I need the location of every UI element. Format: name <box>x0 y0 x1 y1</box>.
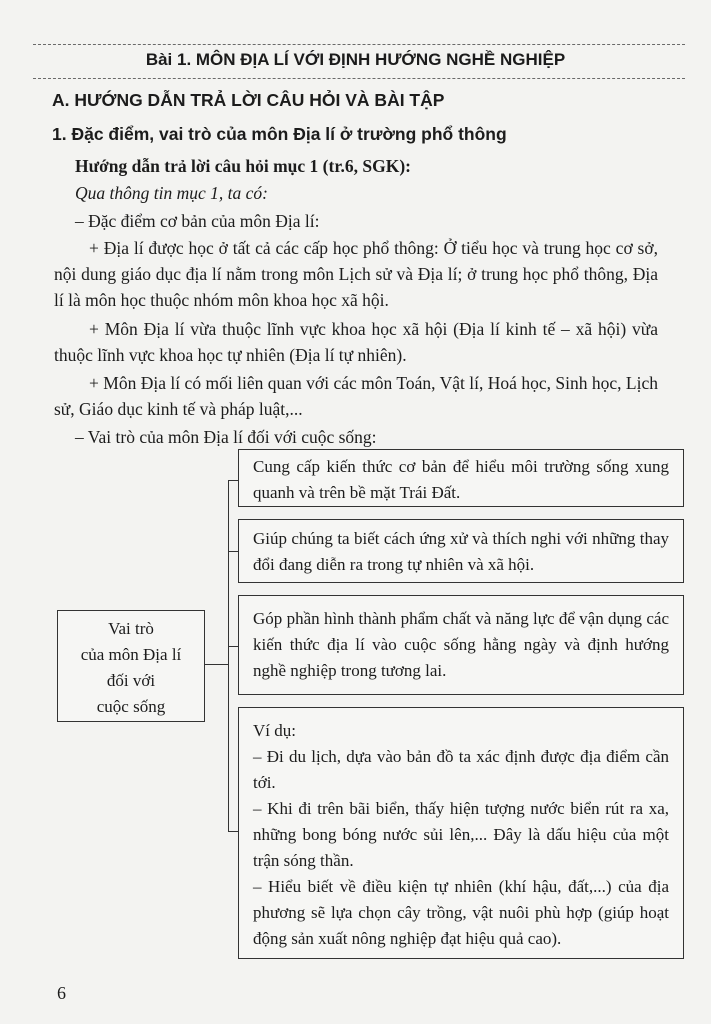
connector-line <box>228 480 238 481</box>
section-heading: A. HƯỚNG DẪN TRẢ LỜI CÂU HỎI VÀ BÀI TẬP <box>52 90 445 110</box>
connector-line <box>228 646 238 647</box>
guide-heading: Hướng dẫn trả lời câu hỏi mục 1 (tr.6, SGK): <box>75 156 411 176</box>
connector-line <box>205 664 228 665</box>
connector-line <box>228 551 238 552</box>
role-text: Giúp chúng ta biết cách ứng xử và thích nghi với những thay đổi đang diễn ra trong tự nhiên và xã hội. <box>253 529 669 574</box>
role-box <box>238 595 684 695</box>
root-line: Vai trò <box>108 619 154 638</box>
example-item: – Hiểu biết về điều kiện tự nhiên (khí hậu, đất,...) của địa phương sẽ lựa chọn cây trồng, vật nuôi phù hợp (giúp hoạt động sản xuất nông nghiệp đạt hiệu quả cao). <box>253 877 669 948</box>
example-item: – Khi đi trên bãi biển, thấy hiện tượng nước biển rút ra xa, những bong bóng nước sủi lên,... Đây là dấu hiệu của một trận sóng thần. <box>253 799 669 870</box>
connector-line <box>228 831 238 832</box>
page-number: 6 <box>57 983 66 1003</box>
role-box <box>238 519 684 583</box>
role-box <box>238 449 684 507</box>
example-box <box>238 707 684 959</box>
lesson-title: Bài 1. MÔN ĐỊA LÍ VỚI ĐỊNH HƯỚNG NGHỀ NGHIỆP <box>145 50 566 69</box>
example-title: Ví dụ: <box>253 721 296 740</box>
connector-line <box>228 480 229 831</box>
features-heading: – Đặc điểm cơ bản của môn Địa lí: <box>75 211 320 231</box>
roles-heading: – Vai trò của môn Địa lí đối với cuộc sống: <box>75 427 377 447</box>
example-item: – Đi du lịch, dựa vào bản đồ ta xác định được địa điểm cần tới. <box>253 747 669 792</box>
intro-text: Qua thông tin mục 1, ta có: <box>75 183 268 203</box>
root-line: của môn Địa lí <box>80 645 182 664</box>
root-line: đối với <box>106 671 156 690</box>
feature-item: + Môn Địa lí vừa thuộc lĩnh vực khoa học xã hội (Địa lí kinh tế – xã hội) vừa thuộc lĩnh vực khoa học tự nhiên (Địa lí tự nhiên). <box>54 319 658 365</box>
header-top-divider <box>33 44 685 45</box>
diagram-root-box <box>57 610 205 722</box>
feature-item: + Địa lí được học ở tất cả các cấp học phổ thông: Ở tiểu học và trung học cơ sở, nội dung giáo dục địa lí nằm trong môn Lịch sử và Địa lí; ở trung học phổ thông, Địa lí là môn học thuộc nhóm môn khoa học xã hội. <box>54 238 658 310</box>
role-text: Cung cấp kiến thức cơ bản để hiểu môi trường sống xung quanh và trên bề mặt Trái Đất. <box>253 457 669 502</box>
role-text: Góp phần hình thành phẩm chất và năng lực để vận dụng các kiến thức địa lí vào cuộc sống hằng ngày và định hướng nghề nghiệp trong tương lai. <box>253 609 669 680</box>
header-bottom-divider <box>33 78 685 79</box>
root-line: cuộc sống <box>96 697 166 716</box>
subsection-heading: 1. Đặc điểm, vai trò của môn Địa lí ở trường phổ thông <box>52 124 507 144</box>
feature-item: + Môn Địa lí có mối liên quan với các môn Toán, Vật lí, Hoá học, Sinh học, Lịch sử, Giáo dục kinh tế và pháp luật,... <box>54 373 658 419</box>
